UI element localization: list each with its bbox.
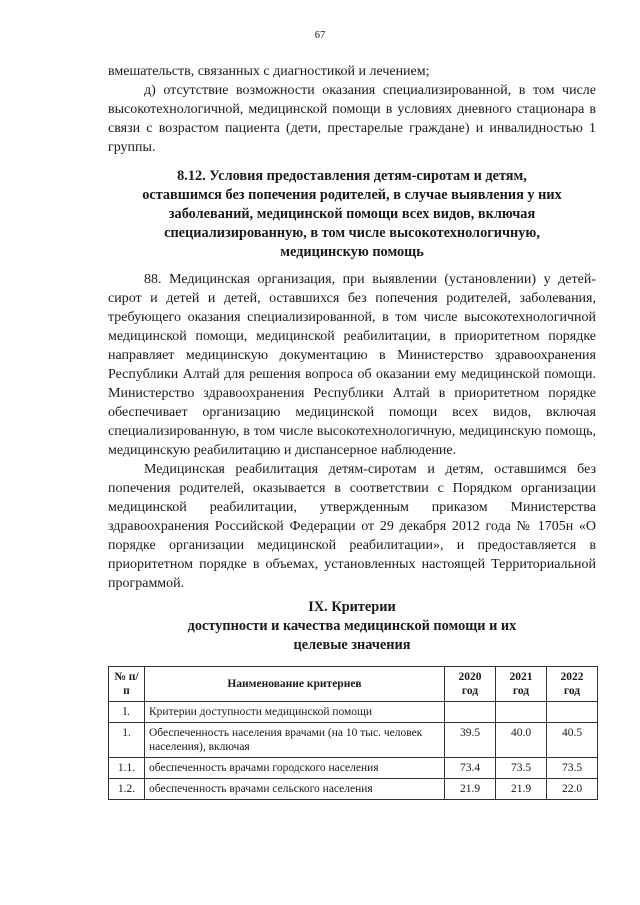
header-num: № п/п xyxy=(109,667,145,702)
cell-2021: 73.5 xyxy=(496,758,547,779)
cell-name: Критерии доступности медицинской помощи xyxy=(145,702,445,723)
criteria-table xyxy=(108,666,598,800)
cell-num: 1.1. xyxy=(109,758,145,779)
cell-num: I. xyxy=(109,702,145,723)
cell-2021: 40.0 xyxy=(496,723,547,758)
header-2022: 2022 год xyxy=(547,667,598,702)
cell-num: 1.2. xyxy=(109,779,145,800)
intro-line: вмешательств, связанных с диагностикой и лечением; xyxy=(108,64,430,79)
paragraph-88: 88. Медицинская организация, при выявлении (установлении) у детей-сирот и детей и детей, оставшихся без попечения родителей, заболевания, требующего оказания специализированной, в том числе высокотехнологичной медицинской помощи, медицинской реабилитации, в приоритетном порядке направляет медицинскую документацию в Министерство здравоохранения Республики Алтай для решения вопроса об оказании ему медицинской помощи. Министерство здравоохранения Республики Алтай в приоритетном порядке обеспечивает организацию медицинской помощи всех видов, включая специализированную, в том числе высокотехнологичную, медицинскую помощь, медицинскую реабилитацию и диспансерное наблюдение. xyxy=(108,272,596,458)
cell-name: обеспеченность врачами городского населения xyxy=(145,758,445,779)
item-d-paragraph: д) отсутствие возможности оказания специализированной, в том числе высокотехнологичной, медицинской помощи в условиях дневного стационара в связи с возрастом пациента (дети, престарелые граждане) и инвалидностью 1 группы. xyxy=(108,83,596,155)
cell-name: обеспеченность врачами сельского населения xyxy=(145,779,445,800)
header-2021: 2021 год xyxy=(496,667,547,702)
cell-2022 xyxy=(547,702,598,723)
header-2020: 2020 год xyxy=(445,667,496,702)
cell-2020: 39.5 xyxy=(445,723,496,758)
heading-line: целевые значения xyxy=(293,637,411,653)
cell-2020 xyxy=(445,702,496,723)
heading-line: медицинскую помощь xyxy=(280,244,424,260)
heading-line: специализированную, в том числе высокотехнологичную, xyxy=(164,225,540,241)
table-row xyxy=(109,723,598,758)
cell-2022: 73.5 xyxy=(547,758,598,779)
section-8-12-heading xyxy=(108,167,596,262)
cell-2022: 22.0 xyxy=(547,779,598,800)
header-name: Наименование критериев xyxy=(145,667,445,702)
paragraph-rehabilitation: Медицинская реабилитация детям-сиротам и детям, оставшимся без попечения родителей, оказывается в соответствии с Порядком организации медицинской реабилитации, утвержденным приказом Министерства здравоохранения Российской Федерации от 29 декабря 2012 года № 1705н «О порядке организации медицинской реабилитации», и предоставляется в приоритетном порядке в объемах, установленных настоящей Территориальной программой. xyxy=(108,462,596,591)
section-ix-heading xyxy=(108,598,596,655)
cell-2020: 73.4 xyxy=(445,758,496,779)
table-row xyxy=(109,779,598,800)
table-row xyxy=(109,702,598,723)
heading-line: IX. Критерии xyxy=(308,599,396,615)
cell-num: 1. xyxy=(109,723,145,758)
table-header-row xyxy=(109,667,598,702)
heading-line: доступности и качества медицинской помощи и их xyxy=(187,618,517,634)
heading-line: оставшимся без попечения родителей, в случае выявления у них xyxy=(142,187,562,203)
table-row xyxy=(109,758,598,779)
cell-2021 xyxy=(496,702,547,723)
heading-line: заболеваний, медицинской помощи всех видов, включая xyxy=(168,206,536,222)
cell-2022: 40.5 xyxy=(547,723,598,758)
cell-name: Обеспеченность населения врачами (на 10 тыс. человек населения), включая xyxy=(145,723,445,758)
heading-line: 8.12. Условия предоставления детям-сиротам и детям, xyxy=(177,168,527,184)
cell-2021: 21.9 xyxy=(496,779,547,800)
cell-2020: 21.9 xyxy=(445,779,496,800)
page-number: 67 xyxy=(314,30,326,41)
